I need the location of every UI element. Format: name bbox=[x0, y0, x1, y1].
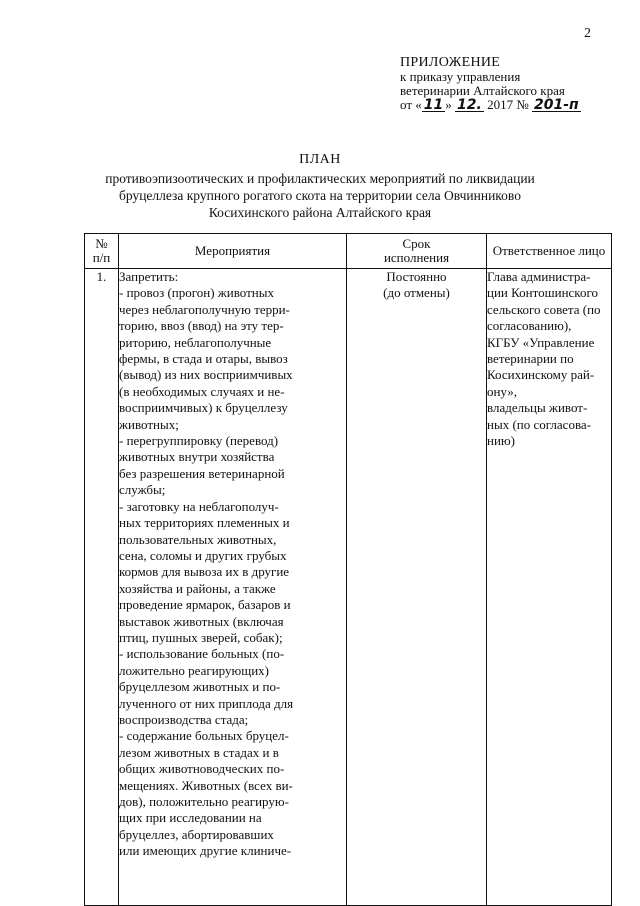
row-responsible bbox=[487, 269, 612, 906]
measures-line: хозяйства и районы, а также bbox=[119, 580, 276, 596]
date-prefix: от « bbox=[400, 97, 422, 112]
measures-line: восприимчивых) к бруцеллезу bbox=[119, 400, 288, 416]
plan-title: ПЛАН bbox=[299, 152, 341, 167]
header-num bbox=[85, 234, 119, 269]
measures-line: торию, ввоз (ввод) на эту тер- bbox=[119, 318, 284, 334]
measures-line: проведение ярмарок, базаров и bbox=[119, 597, 291, 613]
measures-line: риторию, неблагополучные bbox=[119, 334, 272, 350]
measures-line: лезом животных в стадах и в bbox=[119, 744, 279, 760]
appendix-block bbox=[400, 56, 636, 112]
date-mid: » bbox=[445, 97, 452, 112]
plan-subtitle-line: противоэпизоотических и профилактических мероприятий по ликвидации bbox=[105, 171, 535, 186]
appendix-line-2: ветеринарии Алтайского края bbox=[400, 83, 565, 98]
table-header-row bbox=[85, 234, 612, 269]
row-measures bbox=[119, 269, 347, 906]
measures-line: - перегруппировку (перевод) bbox=[119, 433, 279, 449]
header-measures: Мероприятия bbox=[119, 234, 347, 269]
measures-line: лученного от них приплода для bbox=[119, 695, 294, 711]
row-term bbox=[347, 269, 487, 906]
measures-line: мещениях. Животных (всех ви- bbox=[119, 777, 293, 793]
plan-subtitle-line: бруцеллеза крупного рогатого скота на территории села Овчинниково bbox=[119, 188, 521, 203]
measures-line: фермы, в стада и отары, вывоз bbox=[119, 351, 288, 367]
term-line: (до отмены) bbox=[383, 285, 450, 300]
measures-line: - содержание больных бруцел- bbox=[119, 728, 289, 744]
measures-line: ных территориях племенных и bbox=[119, 515, 290, 531]
header-responsible: Ответственное лицо bbox=[487, 234, 612, 269]
responsible-line: нию) bbox=[487, 433, 515, 449]
header-term-line: Срок bbox=[402, 236, 431, 251]
measures-line: без разрешения ветеринарной bbox=[119, 465, 285, 481]
page-number: 2 bbox=[584, 26, 591, 41]
header-term-line: исполнения bbox=[383, 250, 450, 265]
header-num-line: п/п bbox=[92, 250, 111, 265]
appendix-line-1: к приказу управления bbox=[400, 69, 521, 84]
measures-line: через неблагополучную терри- bbox=[119, 301, 290, 317]
responsible-line: ветеринарии по bbox=[487, 351, 574, 367]
measures-line: - использование больных (по- bbox=[119, 646, 285, 662]
measures-line: бруцеллезом животных и по- bbox=[119, 679, 281, 695]
appendix-title: ПРИЛОЖЕНИЕ bbox=[400, 55, 501, 70]
plan-table bbox=[84, 233, 612, 906]
measures-line: или имеющих другие клиниче- bbox=[119, 843, 292, 859]
measures-line: - провоз (прогон) животных bbox=[119, 285, 274, 301]
plan-subtitle-line: Косихинского района Алтайского края bbox=[208, 205, 432, 220]
handwritten-day: 11 bbox=[423, 97, 444, 113]
measures-line: Запретить: bbox=[119, 269, 179, 284]
responsible-line: Косихинскому рай- bbox=[487, 367, 595, 383]
measures-line: воспроизводства стада; bbox=[119, 711, 249, 727]
measures-line: - заготовку на неблагополуч- bbox=[119, 498, 279, 514]
handwritten-order-number: 201-п bbox=[533, 97, 579, 113]
measures-line: ложительно реагирующих) bbox=[119, 662, 270, 678]
header-num-line: № bbox=[95, 236, 108, 251]
measures-line: бруцеллез, абортировавших bbox=[119, 826, 274, 842]
measures-line: дов), положительно реагирую- bbox=[119, 794, 289, 809]
measures-line: пользовательных животных, bbox=[119, 531, 277, 547]
appendix-date-line bbox=[400, 98, 636, 112]
header-term bbox=[347, 234, 487, 269]
measures-line: кормов для вывоза их в другие bbox=[119, 564, 290, 580]
responsible-line: ных (по согласова- bbox=[487, 416, 592, 432]
measures-line: (в необходимых случаях и не- bbox=[119, 383, 285, 399]
plan-subtitle bbox=[60, 170, 580, 221]
handwritten-month: 12. bbox=[457, 97, 482, 113]
responsible-line: владельцы живот- bbox=[487, 400, 588, 416]
measures-line: выставок животных (включая bbox=[119, 613, 284, 629]
responsible-line: ону», bbox=[487, 383, 518, 399]
responsible-line: согласованию), bbox=[487, 318, 572, 334]
date-year: 2017 № bbox=[487, 97, 529, 112]
responsible-line: Глава администра- bbox=[487, 269, 591, 284]
table-row bbox=[85, 269, 612, 906]
measures-line: животных; bbox=[119, 416, 179, 432]
measures-line: (вывод) из них восприимчивых bbox=[119, 367, 293, 383]
measures-line: птиц, пушных зверей, собак); bbox=[119, 629, 283, 645]
measures-line: животных внутри хозяйства bbox=[119, 449, 275, 465]
measures-line: общих животноводческих по- bbox=[119, 761, 285, 777]
row-number: 1. bbox=[85, 269, 119, 906]
responsible-line: сельского совета (по bbox=[487, 301, 601, 317]
responsible-line: КГБУ «Управление bbox=[487, 334, 595, 350]
responsible-line: ции Контошинского bbox=[487, 285, 598, 301]
measures-line: сена, соломы и других грубых bbox=[119, 547, 287, 563]
measures-line: щих при исследовании на bbox=[119, 810, 262, 826]
term-line: Постоянно bbox=[386, 269, 447, 284]
measures-line: службы; bbox=[119, 482, 166, 498]
